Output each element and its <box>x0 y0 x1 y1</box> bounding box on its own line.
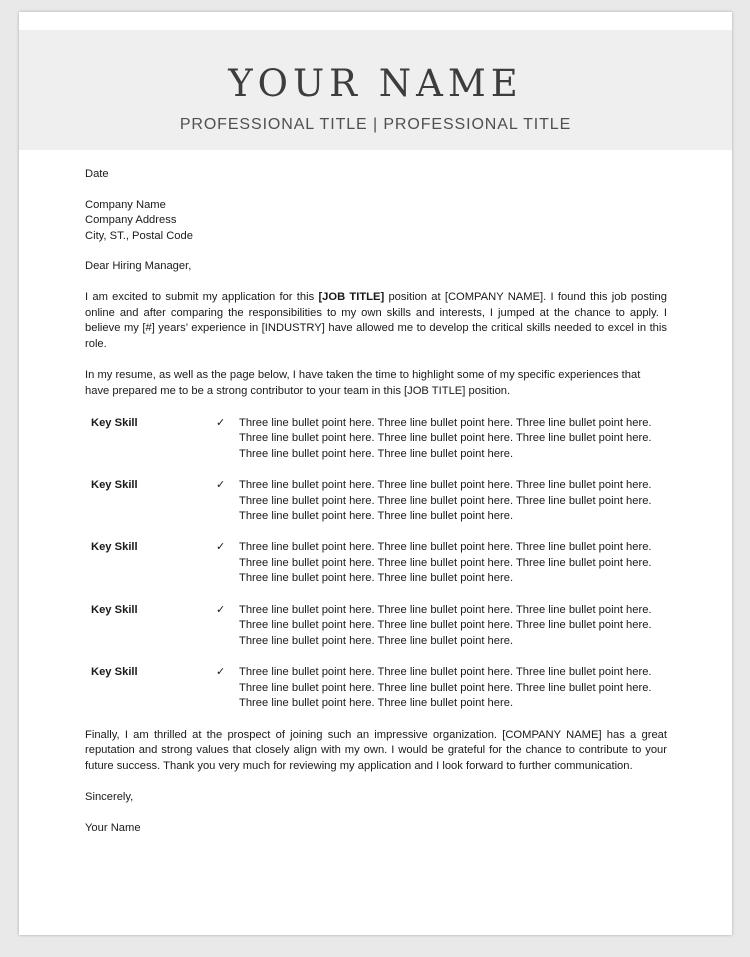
skill-bullet-text: Three line bullet point here. Three line bullet point here. Three line bullet point here. Three line bullet point here. Three line bullet point here. Three line bullet point here. Three line bullet point here. Three line bullet point here. <box>239 416 652 460</box>
city-line: City, ST., Postal Code <box>85 229 193 242</box>
checkmark-icon: ✓ <box>216 541 226 554</box>
checkmark-icon: ✓ <box>216 666 226 679</box>
resume-paragraph: In my resume, as well as the page below, I have taken the time to highlight some of my specific experiences that have prepared me to be a strong contributor to your team in this [JOB TITLE] position. <box>85 369 641 397</box>
skill-label: Key Skill <box>91 666 138 679</box>
skill-row <box>85 603 667 650</box>
checkmark-icon: ✓ <box>216 478 226 491</box>
skill-label: Key Skill <box>91 416 138 429</box>
intro-paragraph <box>85 290 667 352</box>
applicant-name: YOUR NAME <box>228 62 523 105</box>
checkmark-icon: ✓ <box>216 416 226 429</box>
skill-row <box>85 540 667 587</box>
professional-title: PROFESSIONAL TITLE | PROFESSIONAL TITLE <box>179 116 572 133</box>
job-title-bold: [JOB TITLE] <box>318 290 385 303</box>
skill-label: Key Skill <box>91 541 138 554</box>
skill-bullet-text: Three line bullet point here. Three line bullet point here. Three line bullet point here. Three line bullet point here. Three line bullet point here. Three line bullet point here. Three line bullet point here. Three line bullet point here. <box>239 666 652 710</box>
skill-bullet-text: Three line bullet point here. Three line bullet point here. Three line bullet point here. Three line bullet point here. Three line bullet point here. Three line bullet point here. Three line bullet point here. Three line bullet point here. <box>239 541 652 585</box>
skill-row <box>85 665 667 712</box>
skill-row <box>85 478 667 525</box>
key-skills-list <box>85 416 667 712</box>
intro-text-start: I am excited to submit my application for this <box>85 290 319 303</box>
salutation: Dear Hiring Manager, <box>85 260 192 273</box>
skill-label: Key Skill <box>91 478 138 491</box>
closing-paragraph: Finally, I am thrilled at the prospect of joining such an impressive organization. [COMPANY NAME] has a great reputation and strong values that closely align with my own. I would be grateful for the chance to contribute to your future success. Thank you very much for reviewing my application and I look forward to further communication. <box>85 728 667 772</box>
address-block <box>85 198 667 245</box>
document-page <box>19 12 732 935</box>
closing-line: Sincerely, <box>85 790 134 803</box>
letter-body <box>85 167 667 837</box>
skill-row <box>85 416 667 463</box>
skill-bullet-text: Three line bullet point here. Three line bullet point here. Three line bullet point here. Three line bullet point here. Three line bullet point here. Three line bullet point here. Three line bullet point here. Three line bullet point here. <box>239 603 652 647</box>
skill-bullet-text: Three line bullet point here. Three line bullet point here. Three line bullet point here. Three line bullet point here. Three line bullet point here. Three line bullet point here. Three line bullet point here. Three line bullet point here. <box>239 478 652 523</box>
intro-text-end: position at [COMPANY NAME]. I found this job posting online and after comparing the responsibilities to my own skills and interests, I jumped at the chance to apply. I believe my [#] years’ experience in [INDUSTRY] have allowed me to develop the critical skills needed to excel in this role. <box>85 290 667 350</box>
signature-name: Your Name <box>85 822 141 835</box>
company-address: Company Address <box>85 214 177 227</box>
checkmark-icon: ✓ <box>216 603 226 616</box>
date-line: Date <box>85 168 109 180</box>
skill-label: Key Skill <box>91 603 138 616</box>
company-name: Company Name <box>85 198 166 211</box>
